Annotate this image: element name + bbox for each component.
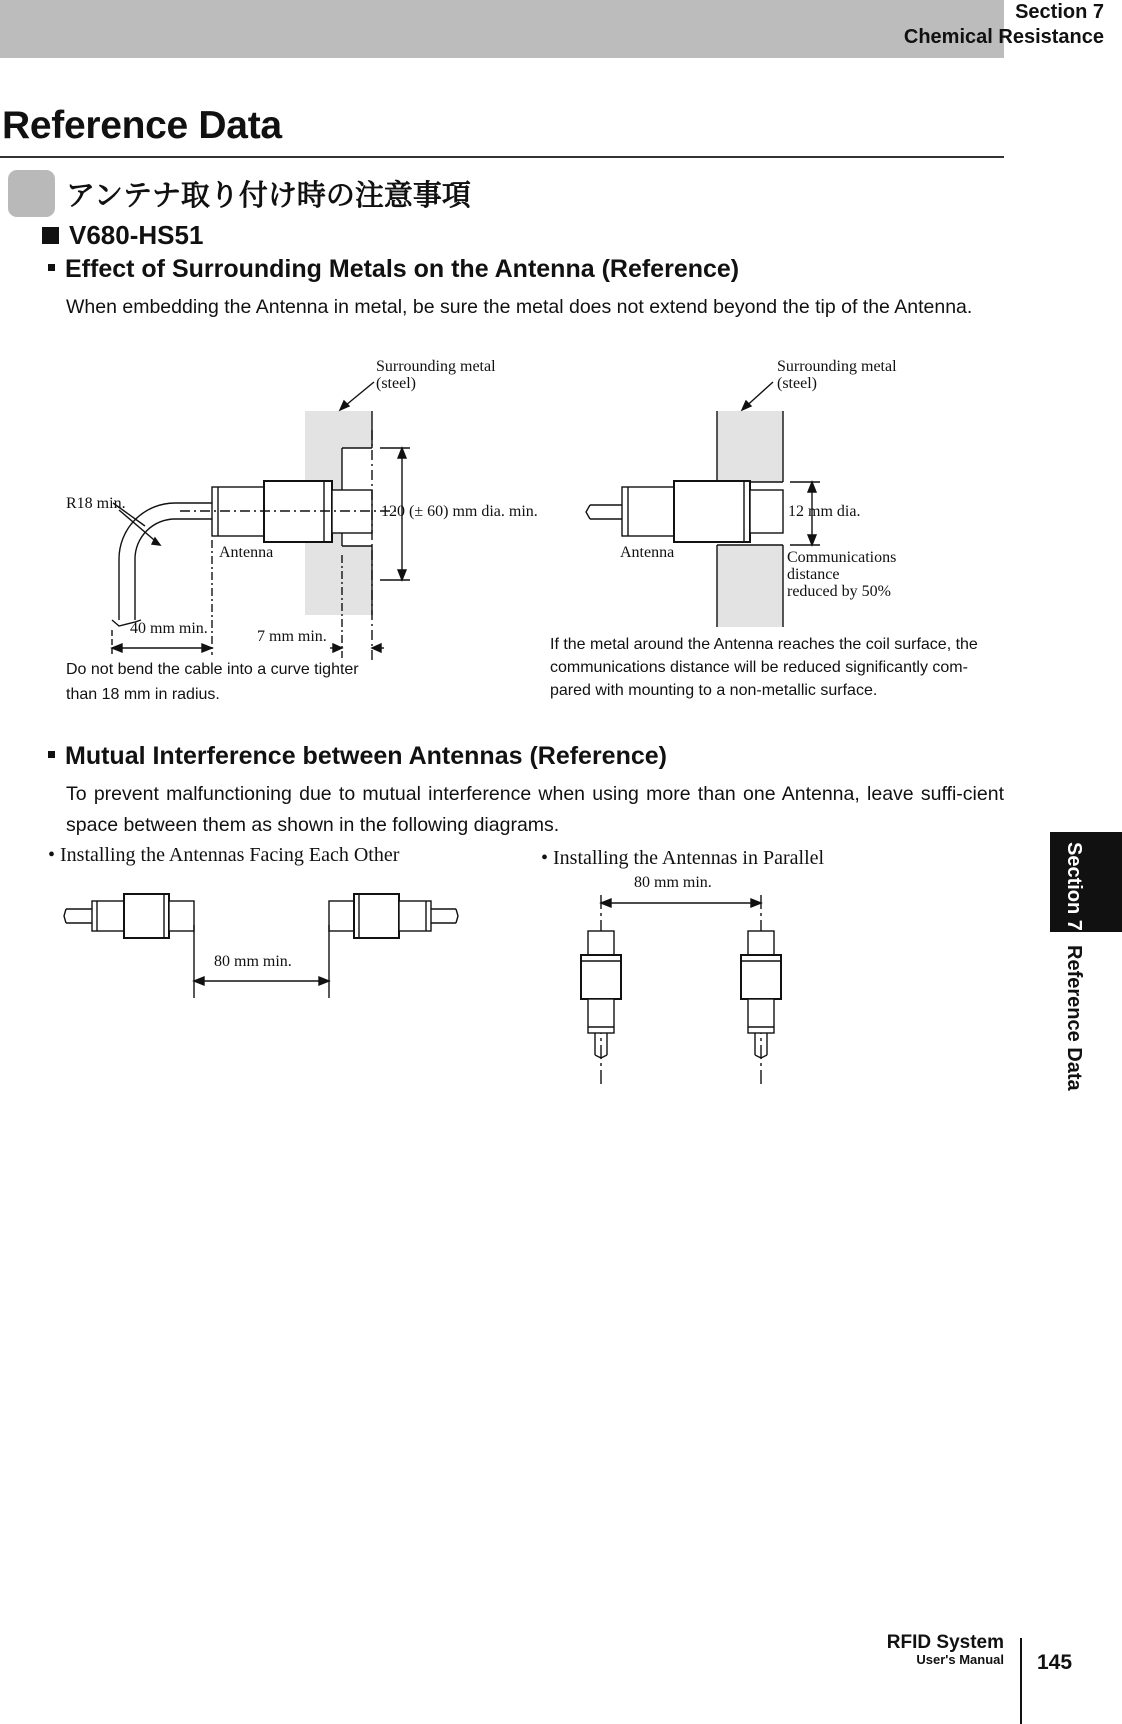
model-name: V680-HS51 xyxy=(69,220,204,250)
metals-paragraph: When embedding the Antenna in metal, be sure the metal does not extend beyond the tip of the Antenna. xyxy=(66,296,973,318)
subsection-heading-interference xyxy=(48,742,667,771)
page-number: 145 xyxy=(1037,1651,1073,1674)
right-metal-label-line2: (steel) xyxy=(777,375,817,392)
left-diagram-note: Do not bend the cable into a curve tighter than 18 mm in radius. xyxy=(66,661,359,703)
footer-manual-subtitle: User's Manual xyxy=(916,1652,1004,1667)
bullet-icon xyxy=(48,751,55,758)
right-comm-line2: distance xyxy=(787,566,840,583)
left-7mm-label: 7 mm min. xyxy=(257,628,327,645)
footer-manual-title: RFID System xyxy=(886,1632,1004,1653)
right-antenna-label: Antenna xyxy=(620,544,675,561)
right-comm-label xyxy=(787,549,896,600)
side-tab xyxy=(1050,832,1122,932)
subsection-title: Effect of Surrounding Metals on the Antenna (Reference) xyxy=(65,255,740,283)
right-metal-label xyxy=(777,358,897,392)
subsection-title: Mutual Interference between Antennas (Reference) xyxy=(65,742,667,770)
side-tab-section: Section 7 xyxy=(1063,842,1085,931)
left-dia-label: 120 (± 60) mm dia. min. xyxy=(381,503,538,520)
footer-divider xyxy=(1020,1638,1022,1724)
right-diagram-note: If the metal around the Antenna reaches the coil surface, the communications distance will be reduced significantly com-pared with mounting to a non-metallic surface. xyxy=(550,636,978,699)
left-40mm-label: 40 mm min. xyxy=(130,620,208,637)
right-comm-line3: reduced by 50% xyxy=(787,583,891,600)
parallel-dist-label: 80 mm min. xyxy=(634,874,712,891)
right-comm-line1: Communications xyxy=(787,549,897,566)
page-title: Reference Data xyxy=(2,104,282,147)
side-tab-label: Reference Data xyxy=(1063,945,1085,1091)
interference-paragraph: To prevent malfunctioning due to mutual interference when using more than one Antenna, leave suffi-cient space between them as shown in the following diagrams. xyxy=(66,783,1004,836)
parallel-label: • Installing the Antennas in Parallel xyxy=(541,847,825,869)
header-chapter: Chemical Resistance xyxy=(903,26,1104,48)
left-metal-label xyxy=(376,358,496,392)
facing-label: • Installing the Antennas Facing Each Other xyxy=(48,844,400,866)
left-metal-label-line2: (steel) xyxy=(376,375,416,392)
jp-heading: アンテナ取り付け時の注意事項 xyxy=(66,178,471,212)
left-antenna-label: Antenna xyxy=(219,544,274,561)
header-section: Section 7 xyxy=(1015,1,1104,23)
right-dia-label: 12 mm dia. xyxy=(788,503,861,520)
left-r18-label: R18 min. xyxy=(66,495,126,512)
right-metal-label-line1: Surrounding metal xyxy=(777,358,897,375)
footer-title xyxy=(887,1633,1004,1667)
left-metal-label-line1: Surrounding metal xyxy=(376,358,496,375)
facing-dist-label: 80 mm min. xyxy=(214,953,292,970)
